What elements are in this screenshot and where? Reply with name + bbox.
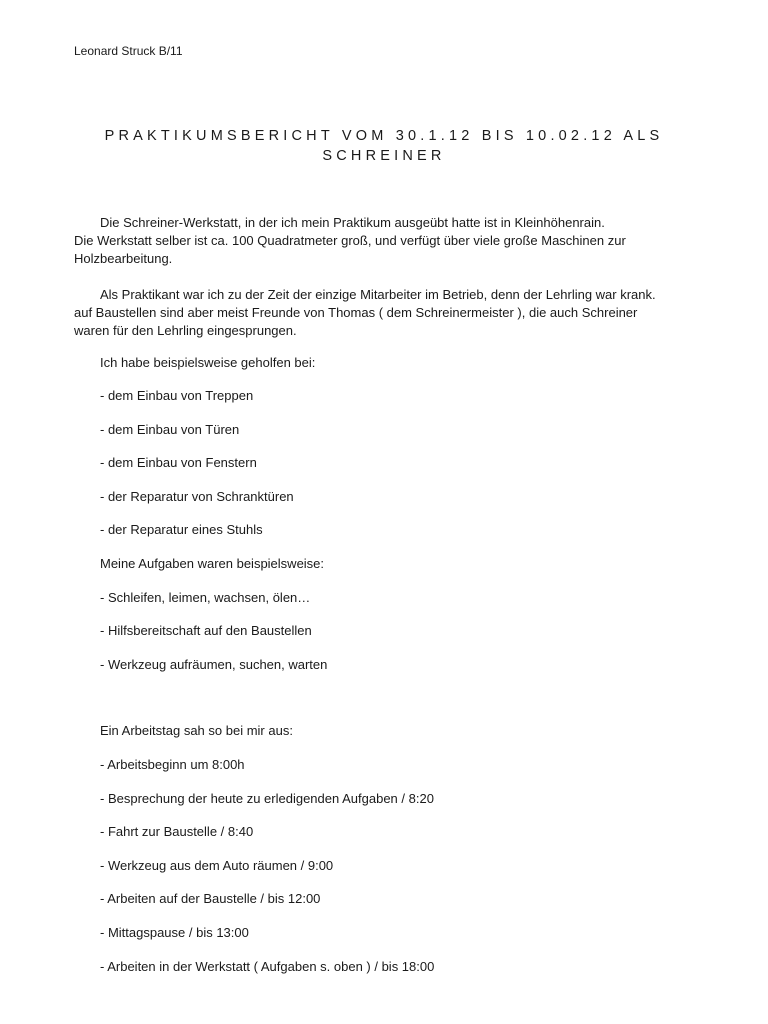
list-item: - der Reparatur eines Stuhls	[100, 522, 263, 537]
list-item: - Fahrt zur Baustelle / 8:40	[100, 824, 254, 839]
paragraph-line: auf Baustellen sind aber meist Freunde von Thomas ( dem Schreinermeister ), die auch Schreiner	[74, 305, 638, 320]
list-item: - Schleifen, leimen, wachsen, ölen…	[100, 590, 311, 605]
list-item: - Hilfsbereitschaft auf den Baustellen	[100, 623, 312, 638]
section-heading-workday: Ein Arbeitstag sah so bei mir aus:	[100, 723, 293, 738]
title-line-1: PRAKTIKUMSBERICHT VOM 30.1.12 BIS 10.02.12 ALS	[104, 128, 664, 144]
paragraph-line: Holzbearbeitung.	[74, 251, 173, 266]
list-item: - Mittagspause / bis 13:00	[100, 925, 249, 940]
list-item: - Arbeiten in der Werkstatt ( Aufgaben s. oben ) / bis 18:00	[100, 959, 435, 974]
list-item: - Besprechung der heute zu erledigenden Aufgaben / 8:20	[100, 791, 434, 806]
author-line: Leonard Struck B/11	[74, 44, 183, 58]
list-item: - Werkzeug aufräumen, suchen, warten	[100, 657, 328, 672]
list-item: - der Reparatur von Schranktüren	[100, 489, 294, 504]
paragraph-line: Die Schreiner-Werkstatt, in der ich mein Praktikum ausgeübt hatte ist in Kleinhöhenrain.	[100, 215, 605, 230]
paragraph-line: Als Praktikant war ich zu der Zeit der einzige Mitarbeiter im Betrieb, denn der Lehrling war krank.	[100, 287, 656, 302]
document-title	[74, 126, 694, 166]
section-heading-tasks: Meine Aufgaben waren beispielsweise:	[100, 556, 325, 571]
list-item: - dem Einbau von Fenstern	[100, 455, 257, 470]
paragraph-line: waren für den Lehrling eingesprungen.	[74, 323, 297, 338]
list-item: - dem Einbau von Türen	[100, 422, 240, 437]
list-item: - Werkzeug aus dem Auto räumen / 9:00	[100, 858, 334, 873]
list-item: - Arbeiten auf der Baustelle / bis 12:00	[100, 891, 321, 906]
section-heading-helped: Ich habe beispielsweise geholfen bei:	[100, 355, 316, 370]
list-item: - Arbeitsbeginn um 8:00h	[100, 757, 245, 772]
title-line-2: SCHREINER	[322, 148, 446, 164]
list-item: - dem Einbau von Treppen	[100, 388, 254, 403]
paragraph-workshop	[74, 214, 704, 268]
paragraph-intern	[74, 286, 704, 340]
paragraph-line: Die Werkstatt selber ist ca. 100 Quadratmeter groß, und verfügt über viele große Maschinen zur	[74, 233, 626, 248]
